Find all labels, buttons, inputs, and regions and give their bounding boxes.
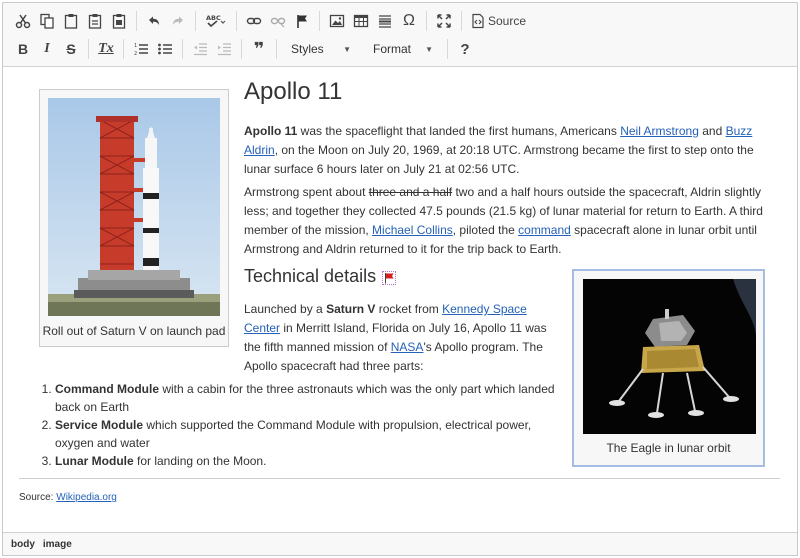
spellcheck-button[interactable] bbox=[201, 9, 231, 33]
paragraph-intro bbox=[244, 122, 779, 179]
rich-text-editor bbox=[2, 2, 798, 556]
text-span: Armstrong spent about bbox=[244, 185, 369, 199]
figure-caption-right: The Eagle in lunar orbit bbox=[606, 441, 731, 455]
numbered-list-icon bbox=[133, 41, 149, 57]
toolbar-separator bbox=[123, 39, 124, 59]
cut-button[interactable] bbox=[11, 9, 35, 33]
bold-text: Service Module bbox=[55, 418, 144, 432]
path-item-body[interactable]: body bbox=[11, 538, 35, 550]
figure-caption-left: Roll out of Saturn V on launch pad bbox=[42, 324, 226, 338]
toolbar-separator bbox=[426, 11, 427, 31]
bold-text: Command Module bbox=[55, 382, 159, 396]
svg-text:ABC: ABC bbox=[206, 14, 221, 22]
toolbar-separator bbox=[136, 11, 137, 31]
text-span: two and a half hours outside the spacecraft, Aldrin slightly less; and together they collected 47.5 pounds (21.5 kg) of lunar material for return to Earth. A third member of the mission, bbox=[244, 185, 763, 237]
link-button[interactable] bbox=[242, 9, 266, 33]
bulleted-list-icon bbox=[157, 41, 173, 57]
image-button[interactable] bbox=[325, 9, 349, 33]
undo-icon bbox=[146, 13, 162, 29]
source-label: Source bbox=[488, 14, 527, 28]
editor-content[interactable] bbox=[3, 68, 797, 532]
page-title: Apollo 11 bbox=[244, 78, 343, 105]
toolbar-separator bbox=[88, 39, 89, 59]
struck-text: three and a half bbox=[368, 185, 453, 199]
strikethrough-button[interactable] bbox=[59, 37, 83, 61]
text-span: Launched by a bbox=[244, 302, 327, 316]
toolbar-separator bbox=[319, 11, 320, 31]
numbered-list-button[interactable] bbox=[129, 37, 153, 61]
saturn-v-image[interactable] bbox=[48, 98, 220, 316]
lunar-module-photo bbox=[583, 279, 756, 434]
flag-icon bbox=[383, 272, 395, 284]
section-heading-text: Technical details bbox=[244, 266, 377, 286]
chevron-down-icon: ▼ bbox=[343, 44, 351, 54]
text-span: was the spaceflight that landed the first humans, Americans bbox=[297, 124, 621, 138]
maximize-icon bbox=[436, 13, 452, 29]
table-icon bbox=[353, 13, 369, 29]
undo-button[interactable] bbox=[142, 9, 166, 33]
special-char-button[interactable] bbox=[397, 9, 421, 33]
maximize-button[interactable] bbox=[432, 9, 456, 33]
redo-button[interactable] bbox=[166, 9, 190, 33]
help-icon: ? bbox=[460, 40, 470, 58]
increase-indent-button[interactable] bbox=[212, 37, 236, 61]
text-span: , on the Moon on July 20, 1969, at 20:18 UTC. Armstrong became the first to step onto the lunar surface 6 hours later on July 21 at 02:56 UTC. bbox=[244, 143, 754, 176]
paste-word-button[interactable] bbox=[107, 9, 131, 33]
toolbar-row-1 bbox=[11, 9, 530, 33]
list-item-text: for landing on the Moon. bbox=[133, 454, 267, 468]
spellcheck-icon bbox=[205, 13, 227, 29]
strikethrough-icon: S bbox=[66, 41, 76, 57]
outdent-icon bbox=[192, 41, 208, 57]
italic-button[interactable] bbox=[35, 37, 59, 61]
help-button[interactable] bbox=[453, 37, 477, 61]
paste-word-icon bbox=[111, 13, 127, 29]
source-icon bbox=[471, 13, 485, 29]
svg-text:1: 1 bbox=[134, 43, 138, 49]
remove-format-icon: Tx bbox=[98, 41, 114, 56]
redo-icon bbox=[170, 13, 186, 29]
figure-saturn-v[interactable] bbox=[39, 89, 229, 347]
copy-icon bbox=[39, 13, 55, 29]
paste-button[interactable] bbox=[59, 9, 83, 33]
horizontal-rule bbox=[19, 478, 780, 479]
svg-text:2: 2 bbox=[134, 51, 138, 57]
bold-icon: B bbox=[17, 41, 29, 57]
toolbar-separator bbox=[195, 11, 196, 31]
text-span: , piloted the bbox=[452, 223, 519, 237]
section-heading bbox=[244, 266, 396, 287]
text-span: 's Apollo program. The Apollo spacecraft had three parts: bbox=[244, 340, 543, 373]
editor-toolbar bbox=[3, 3, 797, 67]
link-kennedy-space-center[interactable]: Kennedy Space Center bbox=[244, 302, 527, 335]
list-item-text: with a cabin for the three astronauts which was the only part which landed back on Earth bbox=[55, 382, 555, 414]
link-neil-armstrong[interactable]: Neil Armstrong bbox=[620, 124, 699, 138]
image-icon bbox=[329, 13, 345, 29]
unlink-icon bbox=[270, 13, 286, 29]
omega-icon: Ω bbox=[403, 12, 415, 29]
styles-dropdown-label: Styles bbox=[291, 42, 324, 56]
toolbar-separator bbox=[236, 11, 237, 31]
bold-text: Lunar Module bbox=[55, 454, 134, 468]
bold-text: Apollo 11 bbox=[244, 124, 298, 138]
toolbar-separator bbox=[276, 39, 277, 59]
table-button[interactable] bbox=[349, 9, 373, 33]
anchor-marker[interactable] bbox=[382, 271, 396, 285]
decrease-indent-button[interactable] bbox=[188, 37, 212, 61]
paragraph-eva bbox=[244, 183, 779, 259]
paste-icon bbox=[63, 13, 79, 29]
toolbar-separator bbox=[461, 11, 462, 31]
bold-text: Saturn V bbox=[326, 302, 376, 316]
copy-button[interactable] bbox=[35, 9, 59, 33]
source-label-text: Source: bbox=[19, 492, 57, 503]
text-span: rocket from bbox=[375, 302, 443, 316]
paste-text-icon bbox=[87, 13, 103, 29]
blockquote-icon: ❞ bbox=[253, 38, 265, 59]
italic-icon: I bbox=[44, 41, 50, 56]
source-button[interactable] bbox=[467, 9, 530, 33]
bold-button[interactable] bbox=[11, 37, 35, 61]
link-command[interactable]: command bbox=[518, 223, 571, 237]
indent-icon bbox=[216, 41, 232, 57]
link-michael-collins[interactable]: Michael Collins bbox=[372, 223, 453, 237]
paste-text-button[interactable] bbox=[83, 9, 107, 33]
saturn-v-photo bbox=[48, 98, 220, 316]
horizontal-rule-icon bbox=[377, 13, 393, 29]
toolbar-row-2 bbox=[11, 37, 477, 61]
eagle-image[interactable] bbox=[583, 279, 756, 434]
remove-format-button[interactable] bbox=[94, 37, 118, 61]
cut-icon bbox=[15, 13, 31, 29]
toolbar-separator bbox=[447, 39, 448, 59]
element-path-bar bbox=[3, 532, 797, 555]
anchor-icon bbox=[294, 13, 310, 29]
text-span: in Merritt Island, Florida on July 16, Apollo 11 was the fifth manned mission of bbox=[244, 321, 547, 354]
link-nasa[interactable]: NASA bbox=[390, 340, 424, 354]
unlink-button[interactable] bbox=[266, 9, 290, 33]
list-item-text: which supported the Command Module with propulsion, electrical power, oxygen and water bbox=[55, 418, 532, 450]
figure-eagle[interactable] bbox=[572, 269, 765, 467]
toolbar-separator bbox=[241, 39, 242, 59]
list-item bbox=[55, 452, 564, 470]
link-wikipedia[interactable]: Wikipedia.org bbox=[56, 492, 117, 503]
chevron-down-icon: ▼ bbox=[425, 44, 433, 54]
anchor-button[interactable] bbox=[290, 9, 314, 33]
link-buzz-aldrin[interactable]: Buzz Aldrin bbox=[244, 124, 753, 157]
bulleted-list-button[interactable] bbox=[153, 37, 177, 61]
text-span: and bbox=[698, 124, 726, 138]
source-line bbox=[19, 492, 117, 503]
list-item bbox=[55, 416, 564, 452]
link-icon bbox=[246, 13, 262, 29]
styles-dropdown[interactable] bbox=[282, 38, 360, 60]
format-dropdown[interactable] bbox=[364, 38, 442, 60]
toolbar-separator bbox=[182, 39, 183, 59]
blockquote-button[interactable] bbox=[247, 37, 271, 61]
path-item-image[interactable]: image bbox=[42, 538, 72, 550]
list-item bbox=[55, 380, 564, 416]
horizontal-rule-button[interactable] bbox=[373, 9, 397, 33]
format-dropdown-label: Format bbox=[373, 42, 412, 56]
spacecraft-parts-list bbox=[19, 380, 564, 470]
paragraph-launch bbox=[244, 300, 562, 376]
text-span: spacecraft alone in lunar orbit until Armstrong and Aldrin returned to it for the trip back to Earth. bbox=[244, 223, 757, 256]
